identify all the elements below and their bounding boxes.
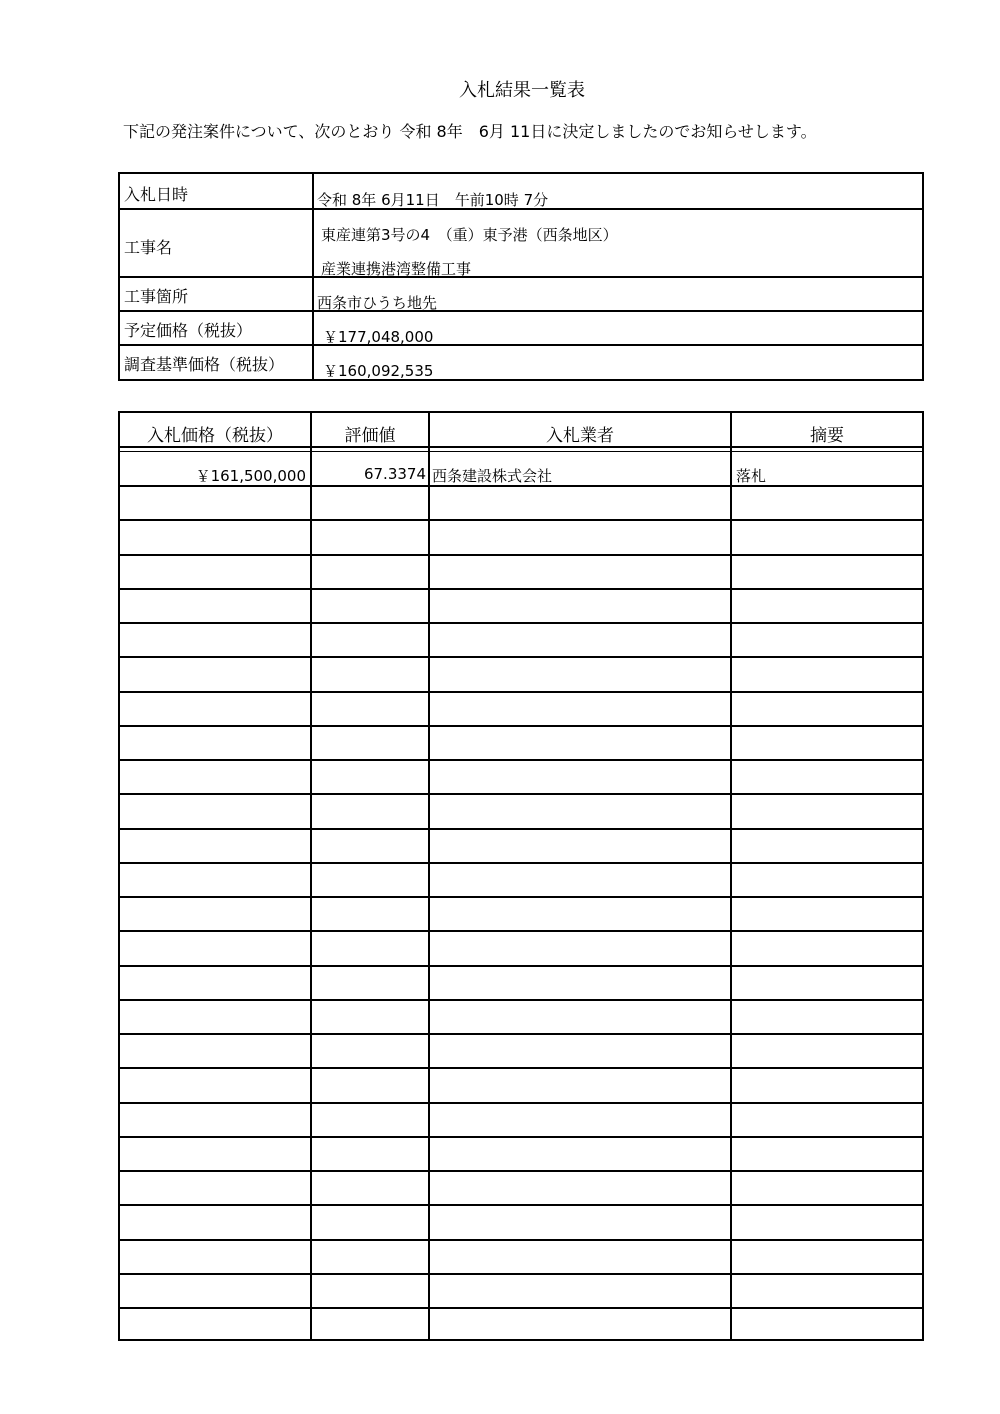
- project-name-label: 工事名: [124, 238, 173, 257]
- row-divider: [120, 1239, 922, 1241]
- row-divider: [120, 1204, 922, 1206]
- survey-price-label: 調査基準価格（税抜）: [124, 355, 285, 374]
- info-table: [118, 172, 924, 381]
- row-divider: [120, 519, 922, 521]
- row-divider: [120, 828, 922, 830]
- row-divider: [120, 622, 922, 624]
- header-remarks: 摘要: [810, 426, 844, 446]
- row-divider: [120, 999, 922, 1001]
- row-divider: [120, 485, 922, 487]
- row-divider: [120, 862, 922, 864]
- info-row-planned-price: [120, 312, 922, 346]
- bid-score: 67.3374: [363, 465, 426, 483]
- row-divider: [120, 1170, 922, 1172]
- header-divider: [120, 451, 922, 452]
- location-value: 西条市ひうち地先: [317, 294, 438, 312]
- column-divider: [730, 413, 732, 1339]
- intro-text: 下記の発注案件について、次のとおり 令和 8年 6月 11日に決定しましたのでお知らせします。: [123, 122, 817, 141]
- row-divider: [120, 930, 922, 932]
- row-divider: [120, 1273, 922, 1275]
- row-divider: [120, 1307, 922, 1309]
- bid-price: ￥161,500,000: [195, 467, 306, 485]
- row-divider: [120, 725, 922, 727]
- row-divider: [120, 656, 922, 658]
- row-divider: [120, 965, 922, 967]
- info-row-project-name: [120, 210, 922, 278]
- planned-price-value: ￥177,048,000: [323, 328, 434, 346]
- bid-results-table: [118, 411, 924, 1341]
- project-name-line1: 東産連第3号の4 （重）東予港（西条地区）: [321, 226, 618, 244]
- page-title: 入札結果一覧表: [459, 80, 585, 101]
- row-divider: [120, 1102, 922, 1104]
- row-divider: [120, 793, 922, 795]
- column-divider: [310, 413, 312, 1339]
- header-bidder: 入札業者: [546, 426, 614, 446]
- row-divider: [120, 588, 922, 590]
- header-score: 評価値: [344, 426, 396, 446]
- header-divider: [120, 446, 922, 448]
- bid-remarks: 落札: [736, 467, 767, 485]
- project-name-line2: 産業連携港湾整備工事: [321, 260, 472, 278]
- bid-datetime-value: 令和 8年 6月11日 午前10時 7分: [317, 191, 549, 209]
- row-divider: [120, 759, 922, 761]
- info-row-bid-datetime: [120, 174, 922, 210]
- bid-datetime-label: 入札日時: [124, 185, 189, 204]
- location-label: 工事箇所: [124, 287, 189, 306]
- survey-price-value: ￥160,092,535: [323, 362, 434, 380]
- column-divider: [428, 413, 430, 1339]
- row-divider: [120, 1033, 922, 1035]
- planned-price-label: 予定価格（税抜）: [124, 321, 253, 340]
- header-price: 入札価格（税抜）: [147, 426, 283, 446]
- row-divider: [120, 691, 922, 693]
- row-divider: [120, 1067, 922, 1069]
- info-row-survey-price: [120, 346, 922, 379]
- row-divider: [120, 896, 922, 898]
- row-divider: [120, 554, 922, 556]
- row-divider: [120, 1136, 922, 1138]
- info-row-location: [120, 278, 922, 312]
- bidder-name: 西条建設株式会社: [432, 467, 553, 485]
